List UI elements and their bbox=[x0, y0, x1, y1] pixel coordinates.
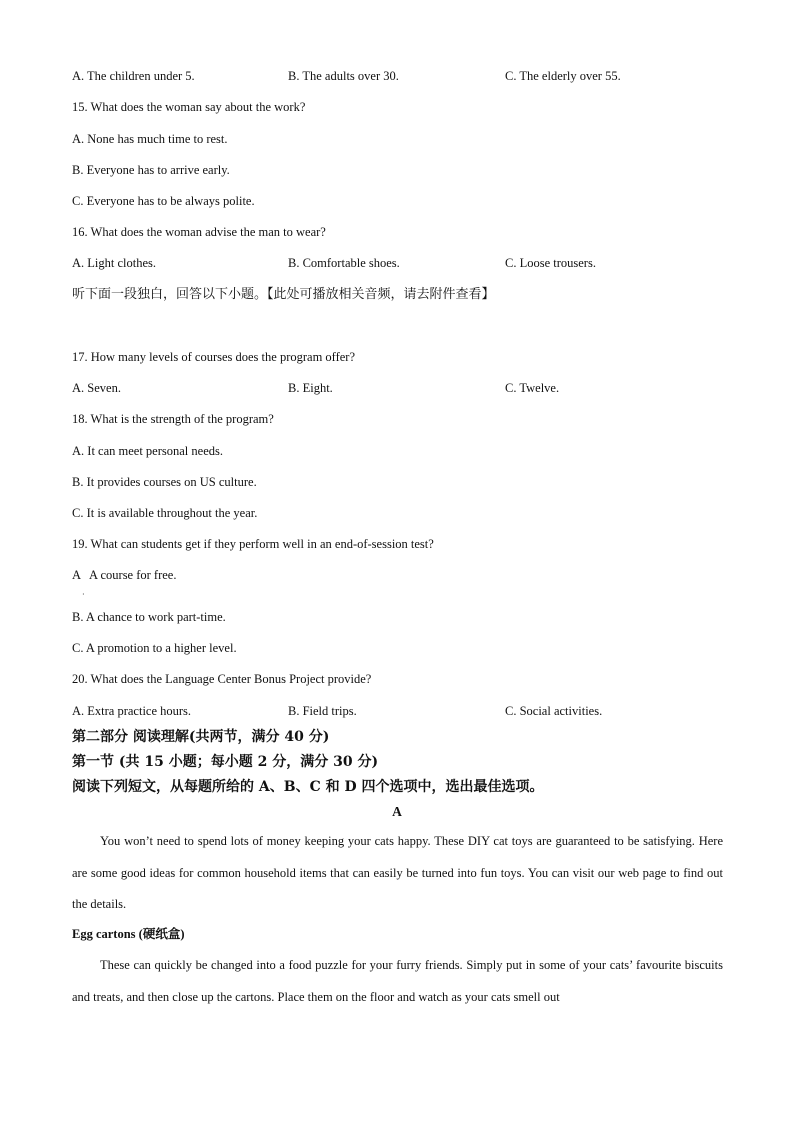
q20-option-c: C. Social activities. bbox=[505, 704, 603, 718]
part2-title: 第二部分 阅读理解(共两节，满分 40 分) bbox=[72, 729, 330, 745]
passage-label: A bbox=[392, 804, 402, 819]
section-heading: Egg cartons (硬纸盒) bbox=[72, 927, 185, 941]
q19-option-c: C. A promotion to a higher level. bbox=[72, 641, 237, 655]
q18-option-b: B. It provides courses on US culture. bbox=[72, 475, 257, 489]
q14-option-c: C. The elderly over 55. bbox=[505, 69, 621, 83]
q17-option-c: C. Twelve. bbox=[505, 381, 560, 395]
q20-options bbox=[72, 703, 722, 719]
q20-option-a: A. Extra practice hours. bbox=[72, 704, 192, 718]
q19-option-b: B. A chance to work part-time. bbox=[72, 610, 226, 624]
q16-option-a: A. Light clothes. bbox=[72, 256, 157, 270]
q20-option-b: B. Field trips. bbox=[288, 704, 357, 718]
q15-option-c: C. Everyone has to be always polite. bbox=[72, 194, 255, 208]
q17-stem: 17. How many levels of courses does the program offer? bbox=[72, 350, 356, 364]
q17-option-a: A. Seven. bbox=[72, 381, 121, 395]
q16-option-c: C. Loose trousers. bbox=[505, 256, 596, 270]
q15-stem: 15. What does the woman say about the work? bbox=[72, 100, 306, 114]
stray-dot: · bbox=[82, 590, 85, 599]
q17-options bbox=[72, 380, 722, 396]
passage-paragraph: These can quickly be changed into a food puzzle for your furry friends. Simply put in some of your cats’ favourite biscuits and treats, and then close up the cartons. Place them on the floor and watch as your cats smell out bbox=[72, 958, 723, 1004]
q16-option-b: B. Comfortable shoes. bbox=[288, 256, 400, 270]
monologue-instruction: 听下面一段独白，回答以下小题。【此处可播放相关音频，请去附件查看】 bbox=[72, 287, 495, 302]
q15-option-a: A. None has much time to rest. bbox=[72, 132, 228, 146]
q16-stem: 16. What does the woman advise the man to wear? bbox=[72, 225, 326, 239]
q15-option-b: B. Everyone has to arrive early. bbox=[72, 163, 230, 177]
q14-option-a: A. The children under 5. bbox=[72, 69, 195, 83]
passage-intro: You won’t need to spend lots of money keeping your cats happy. These DIY cat toys are guaranteed to be satisfying. Here are some good ideas for common household items that can easily be turned into fun toys. You can visit our web page to find out the details. bbox=[72, 834, 723, 911]
q16-options bbox=[72, 255, 722, 271]
reading-instruction: 阅读下列短文，从每题所给的 A、B、C 和 D 四个选项中，选出最佳选项。 bbox=[72, 779, 544, 795]
q18-option-a: A. It can meet personal needs. bbox=[72, 444, 223, 458]
q18-stem: 18. What is the strength of the program? bbox=[72, 412, 274, 426]
q19-stem: 19. What can students get if they perform well in an end-of-session test? bbox=[72, 537, 434, 551]
q20-stem: 20. What does the Language Center Bonus Project provide? bbox=[72, 672, 372, 686]
section1-title: 第一节 (共 15 小题；每小题 2 分，满分 30 分) bbox=[72, 754, 379, 770]
q14-option-b: B. The adults over 30. bbox=[288, 69, 399, 83]
q18-option-c: C. It is available throughout the year. bbox=[72, 506, 258, 520]
q19-option-a: A A course for free. bbox=[72, 568, 177, 582]
q17-option-b: B. Eight. bbox=[288, 381, 333, 395]
q14-options bbox=[72, 68, 722, 84]
